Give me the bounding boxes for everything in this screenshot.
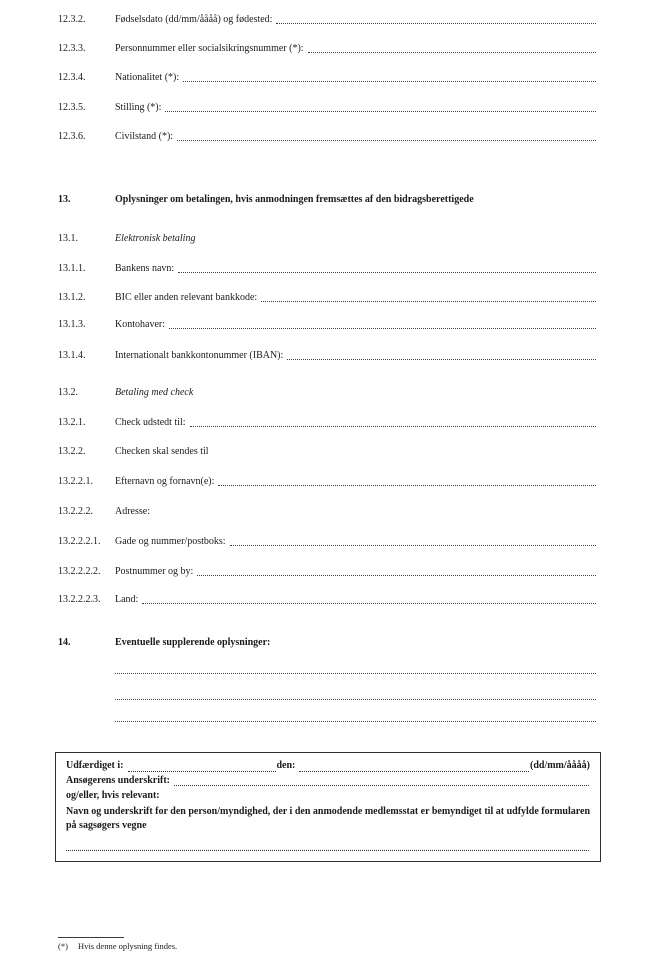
- footnote-marker: (*): [58, 941, 68, 951]
- item-number: 13.2.2.2.1.: [58, 536, 101, 547]
- item-number: 13.2.2.2.: [58, 506, 93, 517]
- item-label: Gade og nummer/postboks:: [115, 536, 226, 547]
- dotted-leader: [190, 416, 596, 427]
- subsection-title: Betaling med check: [115, 387, 194, 398]
- blank-write-in-line: [115, 711, 597, 724]
- item-number: 12.3.4.: [58, 72, 86, 83]
- item-number: 13.1.4.: [58, 350, 86, 361]
- dotted-leader: [287, 349, 596, 360]
- form-row-12-3-3: [58, 42, 597, 55]
- item-number: 13.: [58, 194, 71, 205]
- item-label: Personnummer eller socialsikringsnummer (*):: [115, 43, 304, 54]
- form-row-13-2-2-2-3: [58, 593, 597, 606]
- form-row-13-2-2-1: [58, 475, 597, 488]
- form-row-12-3-6: [58, 130, 597, 143]
- item-number: 13.1.3.: [58, 319, 86, 330]
- dotted-leader: [178, 262, 596, 273]
- item-label: Internationalt bankkontonummer (IBAN):: [115, 350, 284, 361]
- dotted-leader: [183, 71, 596, 82]
- item-label: Fødselsdato (dd/mm/åååå) og fødested:: [115, 14, 273, 25]
- form-row-13-2-2-2: [58, 505, 597, 518]
- item-number: 13.2.2.2.3.: [58, 594, 101, 605]
- dotted-leader: [115, 711, 596, 722]
- form-row-13-1-1: [58, 262, 597, 275]
- date-label: den:: [276, 760, 296, 771]
- blank-write-in-line: [115, 663, 597, 676]
- dotted-leader: [165, 101, 596, 112]
- item-label: Check udstedt til:: [115, 417, 186, 428]
- footnote: [58, 937, 177, 952]
- item-label: BIC eller anden relevant bankkode:: [115, 292, 258, 303]
- form-row-13-2-1: [58, 416, 597, 429]
- item-number: 13.1.2.: [58, 292, 86, 303]
- item-number: 13.2.2.1.: [58, 476, 93, 487]
- section-title: Oplysninger om betalingen, hvis anmodningen fremsættes af den bidragsberettigede: [115, 194, 474, 205]
- item-label: Stilling (*):: [115, 102, 162, 113]
- item-label: Postnummer og by:: [115, 566, 194, 577]
- dotted-leader: [169, 318, 596, 329]
- item-number: 13.2.: [58, 387, 78, 398]
- item-number: 12.3.5.: [58, 102, 86, 113]
- form-row-12-3-2: [58, 13, 597, 26]
- footnote-separator: [58, 937, 124, 938]
- item-label: Adresse:: [115, 506, 150, 517]
- item-number: 13.2.2.: [58, 446, 86, 457]
- form-row-13-1-2: [58, 291, 597, 304]
- item-label: Kontohaver:: [115, 319, 165, 330]
- blank-write-in-line: [115, 689, 597, 702]
- section-title: Eventuelle supplerende oplysninger:: [115, 637, 271, 648]
- form-row-13-1-4: [58, 349, 597, 362]
- issued-at-line: [66, 759, 590, 774]
- item-number: 12.3.3.: [58, 43, 86, 54]
- subsection-title: Elektronisk betaling: [115, 233, 196, 244]
- section-heading-14: [58, 636, 597, 649]
- dotted-leader: [115, 663, 596, 674]
- footnote-text: Hvis denne oplysning findes.: [78, 941, 178, 951]
- item-label: Land:: [115, 594, 139, 605]
- dotted-leader: [115, 689, 596, 700]
- item-label: Bankens navn:: [115, 263, 175, 274]
- subsection-13-2: [58, 386, 597, 399]
- authorized-signature-line: [66, 840, 590, 853]
- item-number: 13.1.1.: [58, 263, 86, 274]
- item-number: 12.3.2.: [58, 14, 86, 25]
- dotted-leader: [177, 130, 596, 141]
- item-number: 13.1.: [58, 233, 78, 244]
- date-format-hint: (dd/mm/åååå): [530, 760, 590, 771]
- form-row-13-2-2-2-2: [58, 565, 597, 578]
- dotted-leader: [142, 593, 596, 604]
- dotted-leader: [128, 761, 276, 772]
- subsection-13-1: [58, 232, 597, 245]
- item-label: Civilstand (*):: [115, 131, 174, 142]
- dotted-leader: [218, 475, 596, 486]
- item-label: Checken skal sendes til: [115, 446, 209, 457]
- signature-label: Ansøgerens underskrift:: [66, 774, 170, 786]
- item-number: 13.2.2.2.2.: [58, 566, 101, 577]
- dotted-leader: [230, 535, 596, 546]
- item-label: Nationalitet (*):: [115, 72, 180, 83]
- item-label: Efternavn og fornavn(e):: [115, 476, 215, 487]
- item-number: 12.3.6.: [58, 131, 86, 142]
- footnote-line: [58, 941, 177, 952]
- dotted-leader: [308, 42, 596, 53]
- form-row-13-2-2: [58, 445, 597, 458]
- form-row-13-1-3: [58, 318, 597, 331]
- issued-at-label: Udfærdiget i:: [66, 760, 124, 771]
- dotted-leader: [261, 291, 596, 302]
- dotted-leader: [299, 761, 529, 772]
- form-row-13-2-2-2-1: [58, 535, 597, 548]
- dotted-leader: [197, 565, 596, 576]
- dotted-leader: [276, 13, 596, 24]
- item-number: 14.: [58, 637, 71, 648]
- dotted-leader: [174, 775, 589, 786]
- authorized-person-text: Navn og underskrift for den person/myndighed, der i den anmodende medlemsstat er bemyndiget til at udfylde formularen på sagsøgers vegne: [66, 805, 590, 831]
- signature-box: [55, 752, 601, 862]
- applicant-signature-line: [66, 774, 590, 789]
- form-row-12-3-4: [58, 71, 597, 84]
- form-row-12-3-5: [58, 101, 597, 114]
- section-heading-13: [58, 193, 597, 206]
- dotted-leader: [66, 840, 589, 851]
- item-number: 13.2.1.: [58, 417, 86, 428]
- and-or-label: og/eller, hvis relevant:: [66, 790, 160, 801]
